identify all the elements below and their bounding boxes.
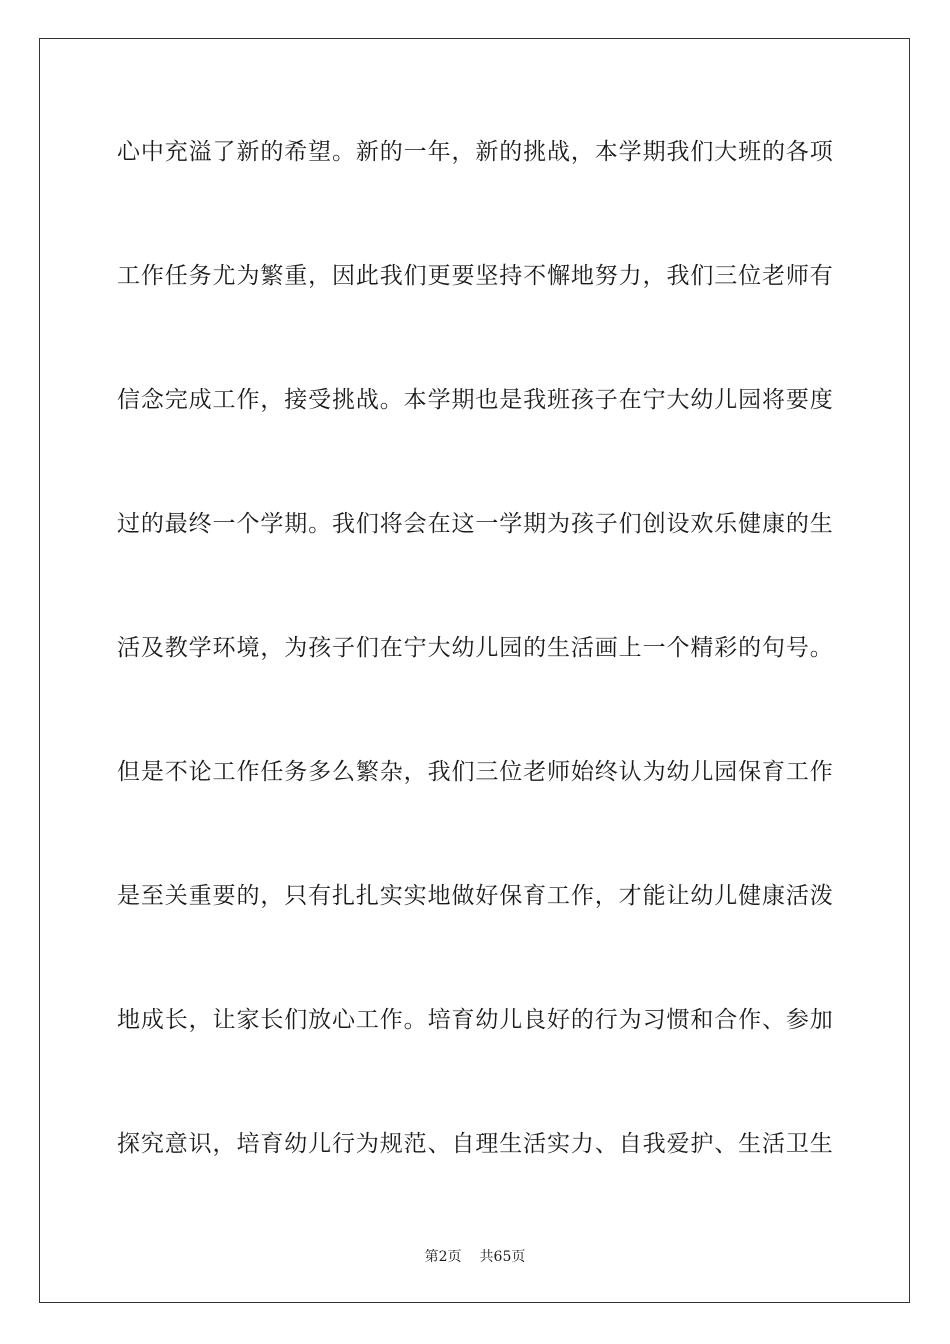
body-text-line-2: 工作任务尤为繁重，因此我们更要坚持不懈地努力，我们三位老师有 (117, 263, 833, 289)
page-footer (0, 1247, 950, 1267)
body-text-line-6: 但是不论工作任务多么繁杂，我们三位老师始终认为幼儿园保育工作 (117, 759, 833, 785)
body-text-line-5: 活及教学环境，为孩子们在宁大幼儿园的生活画上一个精彩的句号。 (117, 635, 833, 661)
body-text-line-8: 地成长，让家长们放心工作。培育幼儿良好的行为习惯和合作、参加 (117, 1007, 833, 1033)
page-border (39, 38, 910, 1303)
body-text-line-1: 心中充溢了新的希望。新的一年，新的挑战，本学期我们大班的各项 (117, 139, 833, 165)
body-text-line-7: 是至关重要的，只有扎扎实实地做好保育工作，才能让幼儿健康活泼 (117, 883, 833, 909)
page-number: 第2页 (424, 1249, 462, 1265)
body-text-line-3: 信念完成工作，接受挑战。本学期也是我班孩子在宁大幼儿园将要度 (117, 387, 833, 413)
total-pages: 共65页 (479, 1249, 526, 1265)
body-text-line-9: 探究意识，培育幼儿行为规范、自理生活实力、自我爱护、生活卫生 (117, 1131, 833, 1157)
body-text-line-4: 过的最终一个学期。我们将会在这一学期为孩子们创设欢乐健康的生 (117, 511, 833, 537)
